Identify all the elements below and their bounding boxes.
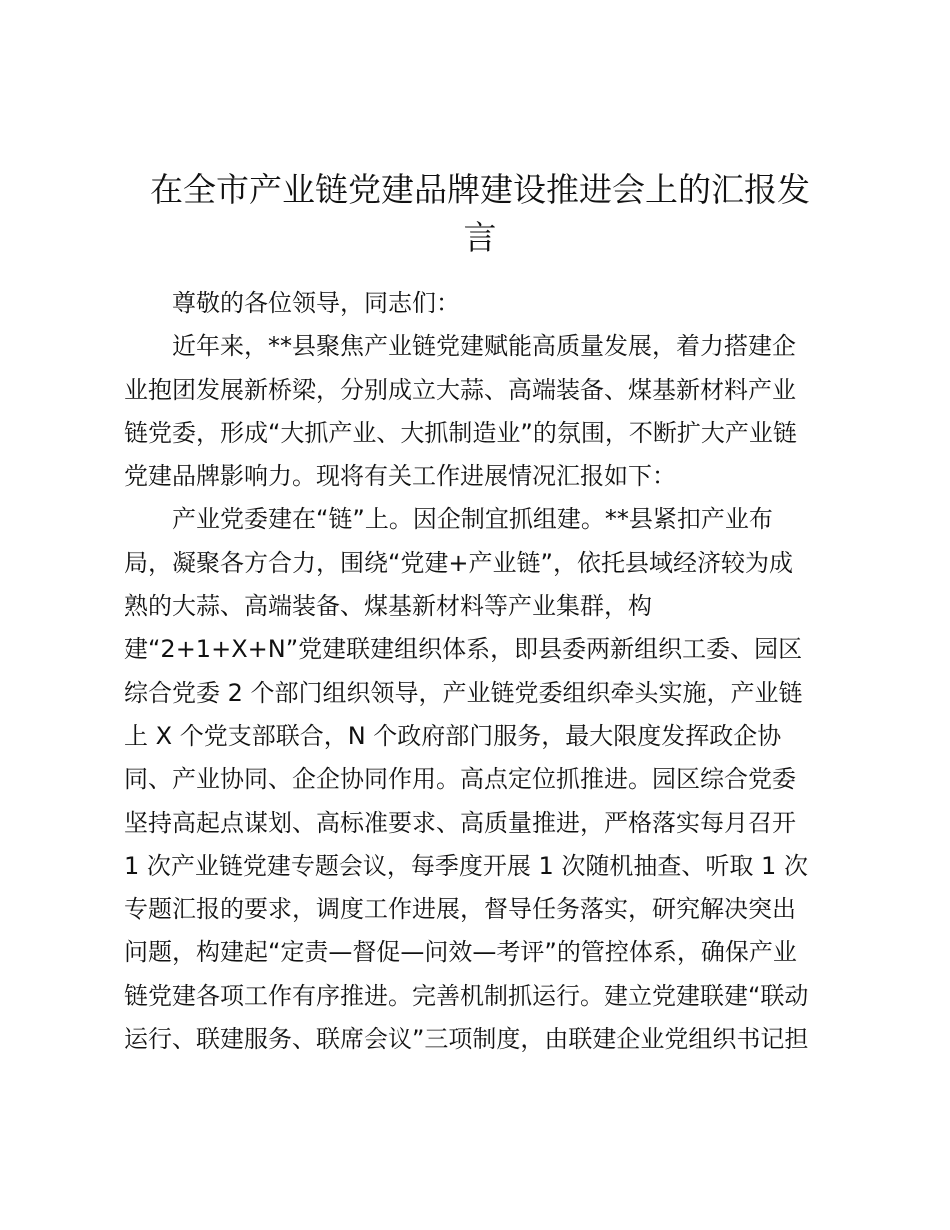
title-line-1: 在全市产业链党建品牌建设推进会上的汇报发: [150, 170, 810, 209]
body-line: 坚持高起点谋划、高标准要求、高质量推进，严格落实每月召开: [124, 808, 796, 837]
document-title: [124, 166, 836, 262]
body-line: 党建品牌影响力。现将有关工作进展情况汇报如下：: [124, 462, 676, 491]
body-line: 链党建各项工作有序推进。完善机制抓运行。建立党建联建“联动: [124, 981, 809, 1010]
body-line: 熟的大蒜、高端装备、煤基新材料等产业集群，构: [124, 592, 652, 621]
salutation: 尊敬的各位领导，同志们：: [172, 289, 460, 317]
body-line: 同、产业协同、企企协同作用。高点定位抓推进。园区综合党委: [124, 765, 796, 794]
body-line: 近年来，**县聚焦产业链党建赋能高质量发展，着力搭建企: [172, 332, 796, 361]
body-line: 链党委，形成“大抓产业、大抓制造业”的氛围，不断扩大产业链: [124, 418, 797, 447]
document-body: [124, 282, 832, 1061]
body-line: 业抱团发展新桥梁，分别成立大蒜、高端装备、煤基新材料产业: [124, 375, 796, 404]
body-line: 1 次产业链党建专题会议，每季度开展 1 次随机抽查、听取 1 次: [124, 851, 808, 880]
body-line: 上 X 个党支部联合，N 个政府部门服务，最大限度发挥政企协: [124, 721, 782, 750]
body-line: 建“2+1+X+N”党建联建组织体系，即县委两新组织工委、园区: [124, 635, 803, 664]
body-line: 局，凝聚各方合力，围绕“党建+产业链”，依托县域经济较为成: [124, 548, 793, 577]
body-line: 运行、联建服务、联席会议”三项制度，由联建企业党组织书记担: [124, 1025, 809, 1054]
body-line: 问题，构建起“定责—督促—问效—考评”的管控体系，确保产业: [124, 938, 797, 967]
title-line-2: 言: [463, 218, 497, 257]
body-line: 综合党委 2 个部门组织领导，产业链党委组织牵头实施，产业链: [124, 678, 803, 707]
body-line: 专题汇报的要求，调度工作进展，督导任务落实，研究解决突出: [124, 895, 796, 924]
body-line: 产业党委建在“链”上。因企制宜抓组建。**县紧扣产业布: [172, 505, 773, 534]
